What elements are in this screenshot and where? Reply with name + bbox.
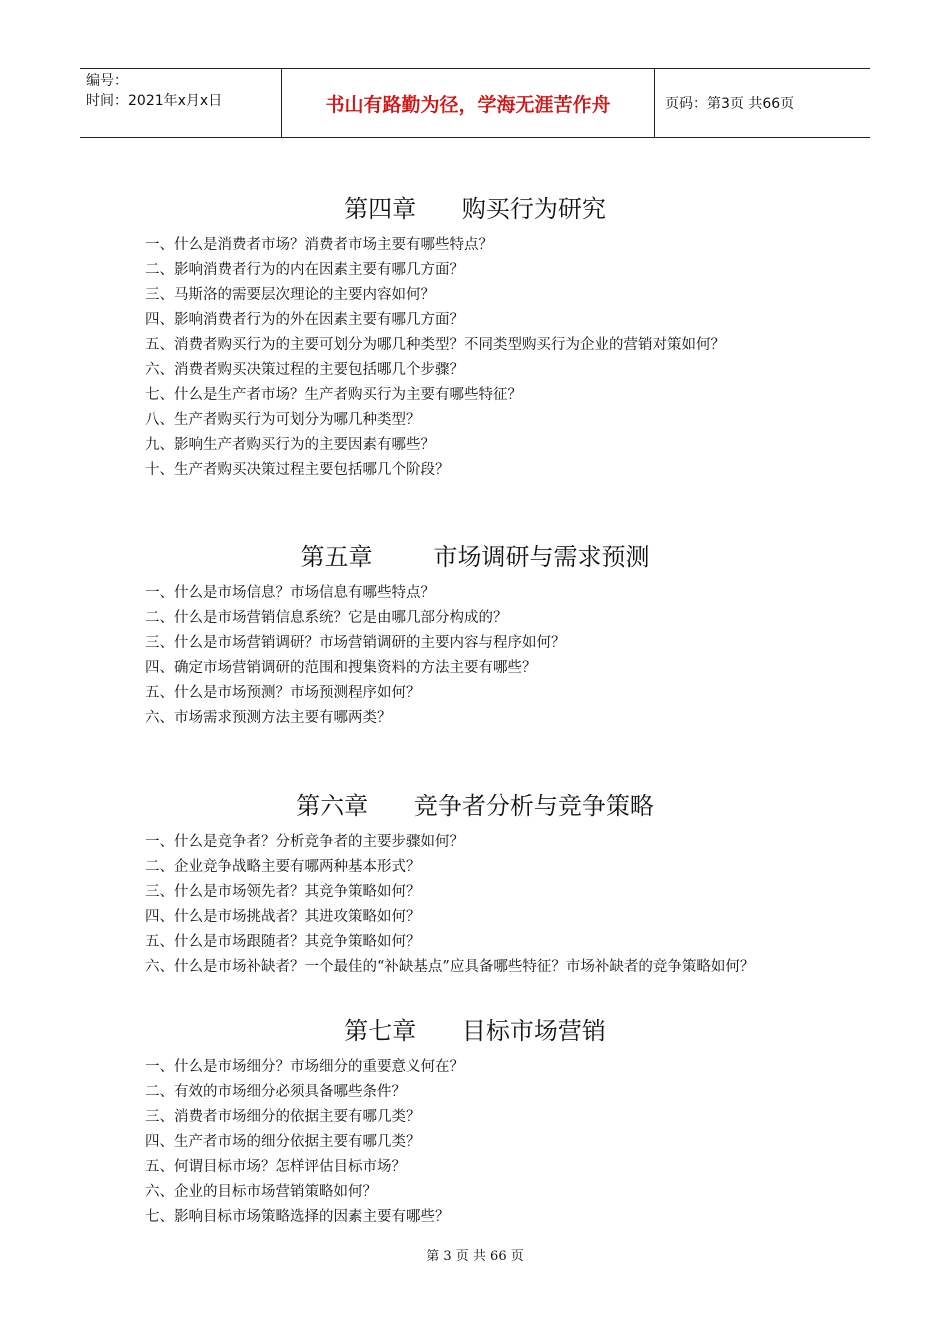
chapter-6 [0,789,950,823]
question-item: 四、影响消费者行为的外在因素主要有哪几方面？ [145,312,464,328]
doc-number-label: 编号： [86,73,128,89]
question-item: 九、影响生产者购买行为的主要因素有哪些？ [145,437,435,453]
question-item: 五、消费者购买行为的主要可划分为哪几种类型？不同类型购买行为企业的营销对策如何？ [145,337,725,353]
question-item: 二、影响消费者行为的内在因素主要有哪几方面？ [145,262,464,278]
header-meta [80,69,282,137]
question-item: 十、生产者购买决策过程主要包括哪几个阶段？ [145,462,450,478]
page-footer: 第 3 页 共 66 页 [426,1249,524,1264]
question-item: 二、什么是市场营销信息系统？它是由哪几部分构成的？ [145,610,508,626]
question-item: 三、什么是市场营销调研？市场营销调研的主要内容与程序如何？ [145,635,566,651]
question-item: 六、消费者购买决策过程的主要包括哪几个步骤？ [145,362,464,378]
chapter-4 [0,192,950,226]
question-item: 六、企业的目标市场营销策略如何？ [145,1184,377,1200]
question-item: 二、企业竞争战略主要有哪两种基本形式？ [145,859,421,875]
chapter-title: 第四章 购买行为研究 [344,195,606,223]
chapter-title: 第七章 目标市场营销 [344,1017,606,1045]
chapter-title: 第五章 市场调研与需求预测 [300,543,650,571]
chapter-title: 第六章 竞争者分析与竞争策略 [296,792,654,820]
question-item: 一、什么是消费者市场？消费者市场主要有哪些特点？ [145,237,493,253]
question-item: 八、生产者购买行为可划分为哪几种类型？ [145,412,421,428]
doc-time-label: 时间：2021年x月x日 [86,93,223,109]
question-item: 三、消费者市场细分的依据主要有哪几类？ [145,1109,421,1125]
question-item: 五、什么是市场预测？市场预测程序如何？ [145,685,421,701]
question-item: 四、什么是市场挑战者？其进攻策略如何？ [145,909,421,925]
question-item: 五、何谓目标市场？怎样评估目标市场？ [145,1159,406,1175]
question-item: 四、确定市场营销调研的范围和搜集资料的方法主要有哪些？ [145,660,537,676]
chapter-5 [0,540,950,574]
question-item: 七、影响目标市场策略选择的因素主要有哪些？ [145,1209,450,1225]
chapter-7 [0,1014,950,1048]
question-item: 四、生产者市场的细分依据主要有哪几类？ [145,1134,421,1150]
header-page-label: 页码：第3页 共66页 [665,96,795,112]
question-item: 六、什么是市场补缺者？一个最佳的“补缺基点”应具备哪些特征？市场补缺者的竞争策略如何？ [145,959,755,975]
question-item: 三、马斯洛的需要层次理论的主要内容如何？ [145,287,435,303]
question-item: 一、什么是市场信息？市场信息有哪些特点？ [145,585,435,601]
question-item: 六、市场需求预测方法主要有哪两类？ [145,710,392,726]
page-header [80,68,870,138]
question-item: 七、什么是生产者市场？生产者购买行为主要有哪些特征？ [145,387,522,403]
question-item: 二、有效的市场细分必须具备哪些条件？ [145,1084,406,1100]
question-item: 一、什么是竞争者？分析竞争者的主要步骤如何？ [145,834,464,850]
question-item: 三、什么是市场领先者？其竞争策略如何？ [145,884,421,900]
header-motto: 书山有路勤为径，学海无涯苦作舟 [282,69,655,137]
question-item: 五、什么是市场跟随者？其竞争策略如何？ [145,934,421,950]
question-item: 一、什么是市场细分？市场细分的重要意义何在？ [145,1059,464,1075]
